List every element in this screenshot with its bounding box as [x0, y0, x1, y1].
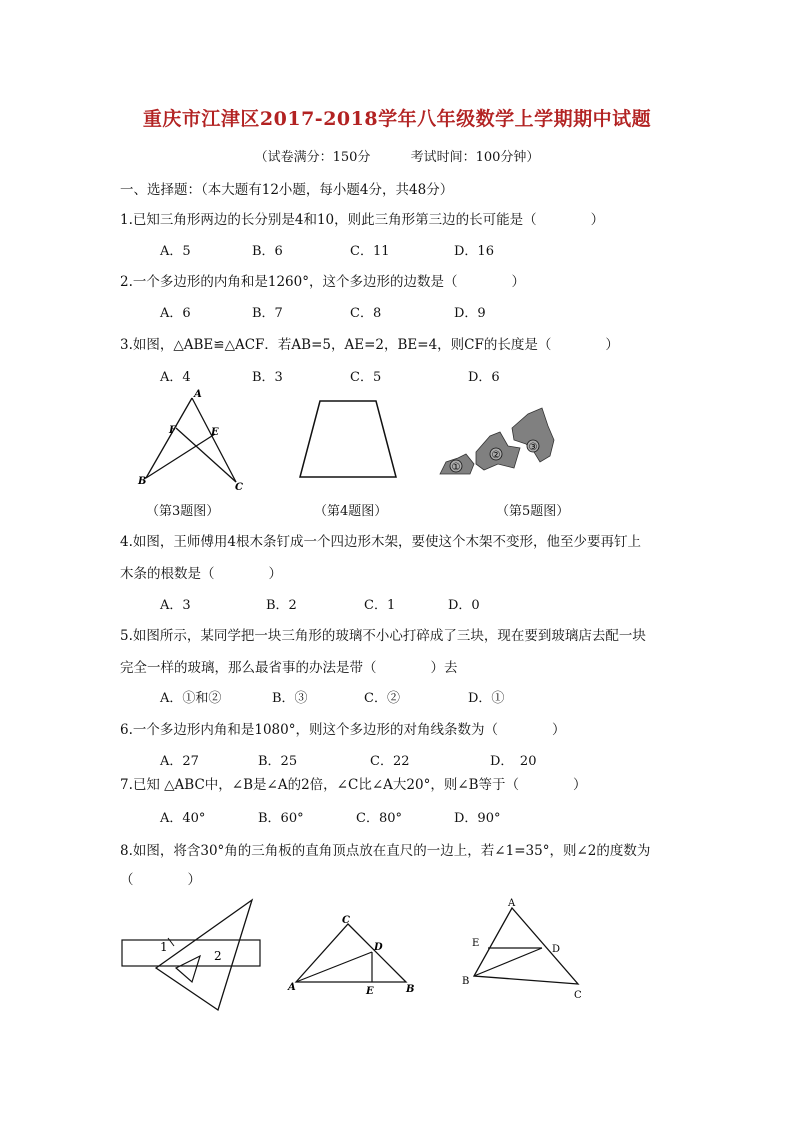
- label-b: B: [462, 976, 470, 987]
- q7-stem: 7.已知 △ABC中，∠B是∠A的2倍，∠C比∠A大20°，则∠B等于（ ）: [120, 777, 587, 793]
- option-b: B．7: [252, 306, 283, 321]
- option-a: A．5: [160, 244, 191, 259]
- figure-4-trapezoid: [296, 395, 400, 485]
- option-d: D．9: [454, 306, 486, 321]
- figure-3-triangle: [136, 386, 252, 492]
- option-a: A．3: [160, 598, 191, 613]
- option-b: B．③: [272, 691, 308, 706]
- figure-5-glass-pieces: [436, 406, 562, 478]
- caption-figure-4: （第4题图）: [314, 504, 388, 519]
- option-c: C．80°: [356, 811, 402, 826]
- option-c: C．②: [364, 691, 400, 706]
- option-c: C．11: [350, 244, 390, 259]
- option-b: B．3: [252, 370, 283, 385]
- exam-meta: [0, 146, 794, 165]
- label-a: A: [288, 982, 296, 993]
- q4-stem-line2: 木条的根数是（ ）: [120, 566, 282, 582]
- label-c: C: [342, 915, 350, 926]
- q8-stem-line1: 8.如图，将含30°角的三角板的直角顶点放在直尺的一边上，若∠1=35°，则∠2的度数为: [120, 843, 651, 859]
- label-d: D: [374, 942, 383, 953]
- caption-figure-5: （第5题图）: [496, 504, 570, 519]
- full-score: （试卷满分：150分: [254, 150, 371, 165]
- option-c: C．8: [350, 306, 382, 321]
- option-b: B．25: [258, 754, 298, 769]
- label-a: A: [194, 389, 202, 400]
- page-title: 重庆市江津区2017-2018学年八年级数学上学期期中试题: [142, 108, 652, 130]
- piece-3-label: ③: [528, 442, 538, 453]
- q1-stem: 1.已知三角形两边的长分别是4和10，则此三角形第三边的长可能是（ ）: [120, 212, 605, 228]
- piece-1-label: ①: [451, 462, 461, 473]
- q5-stem-line2: 完全一样的玻璃，那么最省事的办法是带（ ）去: [120, 660, 458, 676]
- label-c: C: [574, 990, 582, 1001]
- option-a: A．40°: [160, 811, 206, 826]
- option-d: D．①: [468, 691, 505, 706]
- option-a: A．6: [160, 306, 191, 321]
- option-d: D．6: [468, 370, 500, 385]
- q4-stem-line1: 4.如图，王师傅用4根木条钉成一个四边形木架，要使这个木架不变形，他至少要再钉上: [120, 534, 641, 550]
- caption-figure-3: （第3题图）: [146, 504, 220, 519]
- q6-stem: 6.一个多边形内角和是1080°，则这个多边形的对角线条数为（ ）: [120, 722, 566, 738]
- option-d: D． 20: [490, 754, 537, 769]
- option-a: A．4: [160, 370, 191, 385]
- option-c: C．5: [350, 370, 382, 385]
- figure-ruler-set-square: [118, 896, 264, 1014]
- figure-triangle-acb: [286, 914, 416, 998]
- option-a: A．27: [160, 754, 199, 769]
- label-d: D: [552, 944, 561, 955]
- piece-2-label: ②: [491, 450, 501, 461]
- option-b: B．2: [266, 598, 297, 613]
- label-c: C: [235, 482, 243, 492]
- option-b: B．6: [252, 244, 283, 259]
- section-heading: 一、选择题：（本大题有12小题，每小题4分，共48分）: [120, 182, 454, 198]
- angle-2-label: 2: [214, 949, 222, 963]
- option-c: C．1: [364, 598, 396, 613]
- q3-stem: 3.如图，△ABE≌△ACF．若AB=5，AE=2，BE=4，则CF的长度是（ ）: [120, 337, 619, 353]
- angle-1-label: 1: [160, 940, 168, 954]
- option-d: D．90°: [454, 811, 501, 826]
- option-b: B．60°: [258, 811, 304, 826]
- label-f: F: [169, 425, 177, 436]
- label-e: E: [472, 938, 480, 949]
- label-b: B: [138, 476, 147, 487]
- label-a: A: [508, 898, 516, 909]
- q8-stem-line2: （ ）: [120, 872, 201, 888]
- figure-triangle-abc-de: [456, 896, 592, 1004]
- exam-time: 考试时间：100分钟）: [410, 150, 540, 165]
- label-b: B: [406, 984, 415, 995]
- q5-stem-line1: 5.如图所示，某同学把一块三角形的玻璃不小心打碎成了三块，现在要到玻璃店去配一块: [120, 628, 646, 644]
- option-c: C．22: [370, 754, 410, 769]
- label-e: E: [211, 427, 219, 438]
- option-d: D．0: [448, 598, 480, 613]
- option-d: D．16: [454, 244, 494, 259]
- q2-stem: 2.一个多边形的内角和是1260°，这个多边形的边数是（ ）: [120, 274, 525, 290]
- option-a: A．①和②: [160, 691, 222, 706]
- label-e: E: [366, 986, 374, 997]
